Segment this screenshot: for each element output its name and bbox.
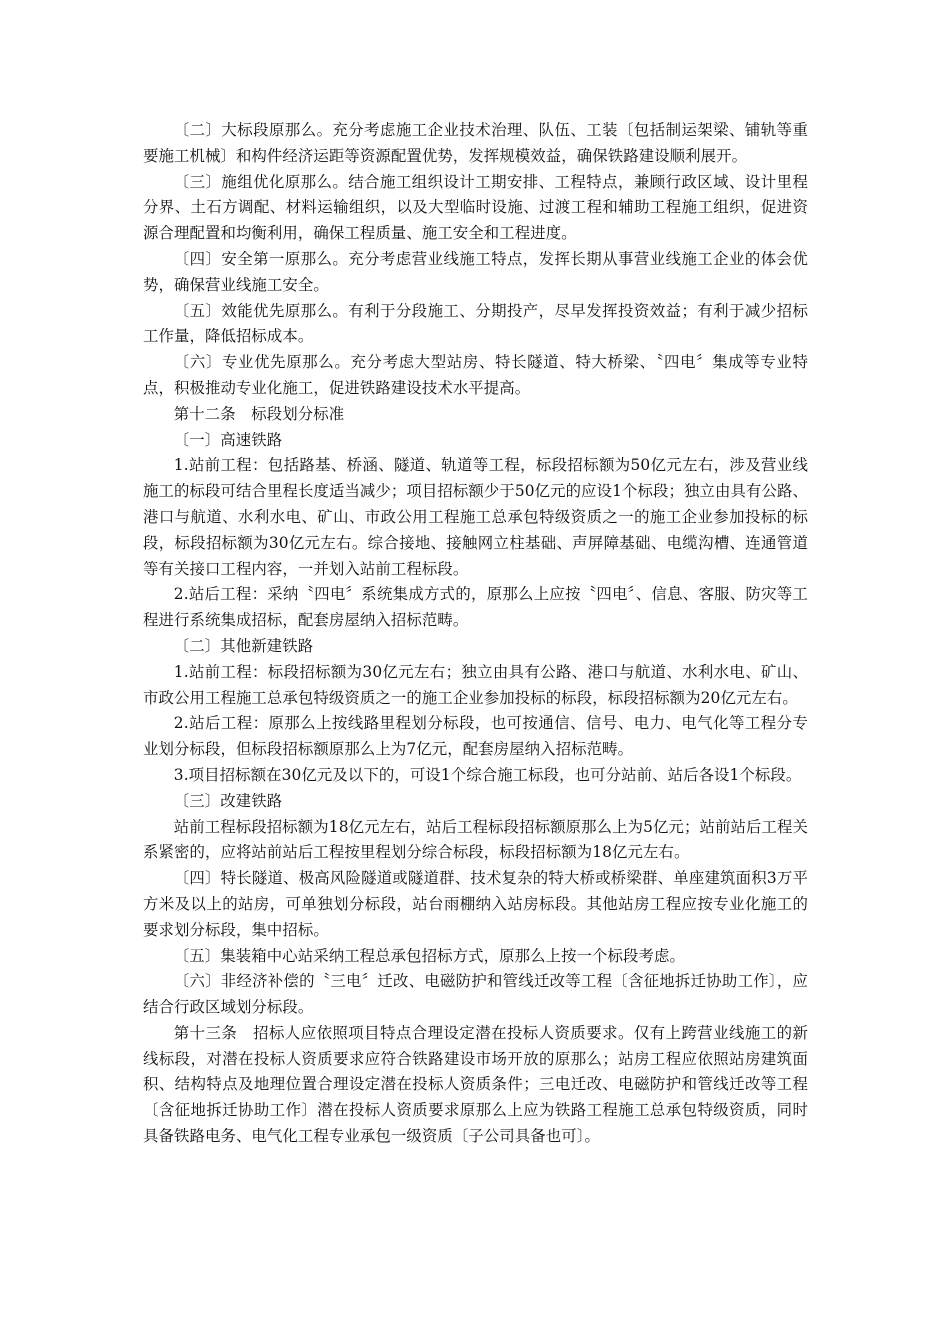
paragraph-principle-3: 〔三〕施组优化原那么。结合施工组织设计工期安排、工程特点，兼顾行政区域、设计里程分界、土石方调配、材料运输组织，以及大型临时设施、过渡工程和辅助工程施工组织，促进资源合理配置和均衡利用，确保工程质量、施工安全和工程进度。 bbox=[143, 172, 808, 243]
document-page bbox=[143, 118, 808, 1150]
paragraph-section-4: 〔四〕特长隧道、极高风险隧道或隧道群、技术复杂的特大桥或桥梁群、单座建筑面积3万平方米及以上的站房，可单独划分标段，站台雨棚纳入站房标段。其他站房工程应按专业化施工的要求划分标段，集中招标。 bbox=[143, 869, 808, 939]
paragraph-principle-5: 〔五〕效能优先原那么。有利于分段施工、分期投产，尽早发挥投资效益；有利于减少招标工作量，降低招标成本。 bbox=[143, 301, 808, 346]
paragraph-section-6: 〔六〕非经济补偿的〝三电〞迁改、电磁防护和管线迁改等工程〔含征地拆迁协助工作〕，应结合行政区域划分标段。 bbox=[143, 972, 808, 1017]
article-12-heading: 第十二条 标段划分标准 bbox=[173, 404, 345, 423]
section-other-new-heading: 〔二〕其他新建铁路 bbox=[173, 636, 314, 655]
paragraph-other-combined: 3.项目招标额在30亿元及以下的，可设1个综合施工标段，也可分站前、站后各设1个标段。 bbox=[173, 765, 802, 784]
paragraph-hs-station-rear: 2.站后工程：采纳〝四电〞系统集成方式的，原那么上应按〝四电〞、信息、客服、防灾等工程进行系统集成招标，配套房屋纳入招标范畴。 bbox=[143, 585, 808, 630]
article-13-paragraph: 第十三条 招标人应依照项目特点合理设定潜在投标人资质要求。仅有上跨营业线施工的新线标段，对潜在投标人资质要求应符合铁路建设市场开放的原那么；站房工程应依照站房建筑面积、结构特点及地理位置合理设定潜在投标人资质条件；三电迁改、电磁防护和管线迁改等工程〔含征地拆迁协助工作〕潜在投标人资质要求原那么上应为铁路工程施工总承包特级资质，同时具备铁路电务、电气化工程专业承包一级资质〔子公司具备也可〕。 bbox=[143, 1023, 808, 1146]
paragraph-other-station-rear: 2.站后工程：原那么上按线路里程划分标段，也可按通信、信号、电力、电气化等工程分专业划分标段，但标段招标额原那么上为7亿元，配套房屋纳入招标范畴。 bbox=[143, 714, 808, 759]
paragraph-principle-6: 〔六〕专业优先原那么。充分考虑大型站房、特长隧道、特大桥梁、〝四电〞集成等专业特点，积极推动专业化施工，促进铁路建设技术水平提高。 bbox=[143, 353, 808, 397]
section-rebuild-heading: 〔三〕改建铁路 bbox=[173, 791, 283, 810]
paragraph-principle-2: 〔二〕大标段原那么。充分考虑施工企业技术治理、队伍、工装〔包括制运架梁、铺轨等重要施工机械〕和构件经济运距等资源配置优势，发挥规模效益，确保铁路建设顺利展开。 bbox=[143, 121, 808, 165]
paragraph-principle-4: 〔四〕安全第一原那么。充分考虑营业线施工特点，发挥长期从事营业线施工企业的体会优势，确保营业线施工安全。 bbox=[143, 249, 808, 294]
paragraph-rebuild: 站前工程标段招标额为18亿元左右，站后工程标段招标额原那么上为5亿元；站前站后工程关系紧密的，应将站前站后工程按里程划分综合标段，标段招标额为18亿元左右。 bbox=[143, 817, 808, 862]
paragraph-section-5: 〔五〕集装箱中心站采纳工程总承包招标方式，原那么上按一个标段考虑。 bbox=[173, 946, 685, 965]
paragraph-hs-station-front: 1.站前工程：包括路基、桥涵、隧道、轨道等工程，标段招标额为50亿元左右，涉及营业线施工的标段可结合里程长度适当减少；项目招标额少于50亿元的应设1个标段；独立由具有公路、港口与航道、水利水电、矿山、市政公用工程施工总承包特级资质之一的施工企业参加投标的标段，标段招标额为30亿元左右。综合接地、接触网立柱基础、声屏障基础、电缆沟槽、连通管道等有关接口工程内容，一并划入站前工程标段。 bbox=[143, 456, 808, 578]
section-high-speed-heading: 〔一〕高速铁路 bbox=[173, 430, 283, 449]
paragraph-other-station-front: 1.站前工程：标段招标额为30亿元左右；独立由具有公路、港口与航道、水利水电、矿山、市政公用工程施工总承包特级资质之一的施工企业参加投标的标段，标段招标额为20亿元左右。 bbox=[143, 662, 808, 707]
